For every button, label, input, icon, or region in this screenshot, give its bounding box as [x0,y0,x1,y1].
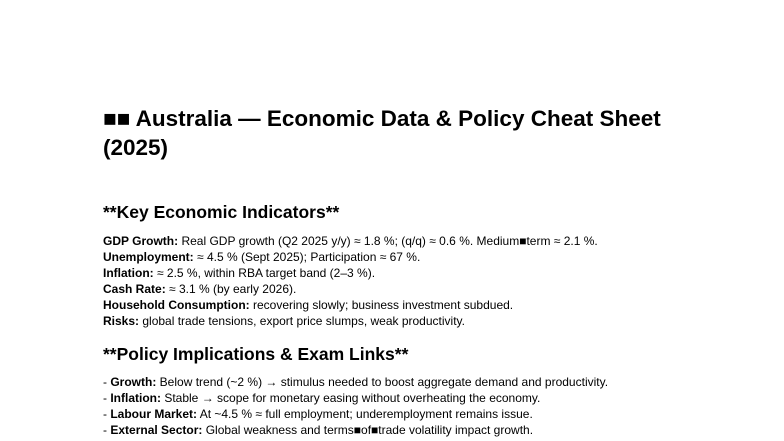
item-prefix: - [103,375,111,389]
item-label: Growth: [110,375,157,389]
item-text: recovering slowly; business investment subdued. [249,298,514,312]
item-text: global trade tensions, export price slumps, weak productivity. [139,314,465,328]
item-text: ≈ 4.5 % (Sept 2025); Participation ≈ 67 %. [193,250,421,264]
list-item [103,390,608,406]
list-item [103,297,598,313]
document-title: ■■ Australia — Economic Data & Policy Cheat Sheet (2025) [103,106,661,160]
item-text: ≈ 2.5 %, within RBA target band (2–3 %). [153,266,376,280]
item-prefix: - [103,407,111,421]
list-item [103,422,608,438]
section-heading-policy-implications: **Policy Implications & Exam Links** [103,344,409,364]
item-text: ≈ 3.1 % (by early 2026). [165,282,297,296]
item-text: Real GDP growth (Q2 2025 y/y) ≈ 1.8 %; (q/q) ≈ 0.6 %. Medium■term ≈ 2.1 %. [178,234,598,248]
item-label: Unemployment: [103,250,194,264]
item-label: Risks: [103,314,140,328]
list-item [103,233,598,249]
item-prefix: - [103,391,111,405]
item-text: At ~4.5 % ≈ full employment; underemployment remains issue. [197,407,533,421]
item-prefix: - [103,423,111,437]
item-label: Household Consumption: [103,298,250,312]
section-heading-key-indicators: **Key Economic Indicators** [103,202,340,222]
item-label: GDP Growth: [103,234,179,248]
list-item [103,281,598,297]
item-label: Inflation: [110,391,161,405]
list-item [103,265,598,281]
key-indicators-list [103,233,598,329]
item-label: Cash Rate: [103,282,166,296]
policy-implications-list [103,374,608,438]
item-text: Below trend (~2 %) → stimulus needed to boost aggregate demand and productivity. [156,375,609,389]
list-item [103,249,598,265]
list-item [103,374,608,390]
item-label: External Sector: [110,423,203,437]
list-item [103,313,598,329]
item-text: Stable → scope for monetary easing without overheating the economy. [161,391,541,405]
item-label: Inflation: [103,266,154,280]
list-item [103,406,608,422]
item-label: Labour Market: [110,407,198,421]
item-text: Global weakness and terms■of■trade volatility impact growth. [202,423,534,437]
